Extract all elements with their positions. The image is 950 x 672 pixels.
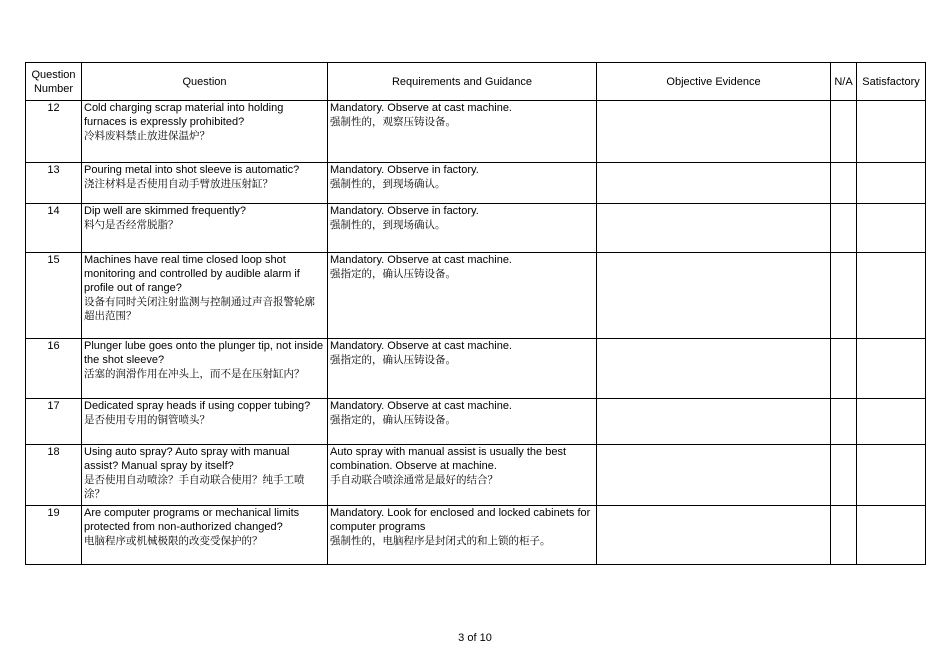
- question-text-cn: 电脑程序或机械极限的改变受保护的？: [84, 535, 263, 547]
- objective-evidence-cell[interactable]: [597, 399, 831, 445]
- question-text-en: Pouring metal into shot sleeve is automatic?: [84, 164, 300, 176]
- guidance-text-en: Auto spray with manual assist is usually the best combination. Observe at machine.: [330, 446, 567, 472]
- guidance-text-cn: 强制性的，电脑程序是封闭式的和上锁的柜子。: [330, 535, 551, 547]
- guidance-cell: [328, 204, 597, 253]
- guidance-cell: [328, 445, 597, 506]
- satisfactory-cell[interactable]: [857, 339, 926, 399]
- question-cell: [82, 253, 328, 339]
- guidance-cell: [328, 339, 597, 399]
- satisfactory-cell[interactable]: [857, 506, 926, 565]
- question-text-cn: 活塞的润滑作用在冲头上，而不是在压射缸内？: [84, 368, 305, 380]
- question-text-en: Dedicated spray heads if using copper tubing?: [84, 400, 311, 412]
- question-text-cn: 冷料废料禁止放进保温炉？: [84, 130, 210, 142]
- guidance-cell: [328, 253, 597, 339]
- question-number: 12: [26, 101, 82, 163]
- guidance-cell: [328, 399, 597, 445]
- question-text-en: Dip well are skimmed frequently?: [84, 205, 247, 217]
- na-cell[interactable]: [831, 339, 857, 399]
- question-number: 16: [26, 339, 82, 399]
- question-text-en: Are computer programs or mechanical limits protected from non-authorized changed?: [84, 507, 300, 533]
- guidance-cell: [328, 101, 597, 163]
- objective-evidence-cell[interactable]: [597, 101, 831, 163]
- na-cell[interactable]: [831, 204, 857, 253]
- question-cell: [82, 445, 328, 506]
- guidance-cell: [328, 163, 597, 204]
- question-cell: [82, 399, 328, 445]
- question-number: 15: [26, 253, 82, 339]
- header-question-number: Question Number: [26, 63, 82, 101]
- table-header-row: [26, 63, 926, 101]
- guidance-text-en: Mandatory. Observe in factory.: [330, 205, 479, 217]
- satisfactory-cell[interactable]: [857, 445, 926, 506]
- guidance-text-en: Mandatory. Observe at cast machine.: [330, 102, 512, 114]
- question-number: 13: [26, 163, 82, 204]
- na-cell[interactable]: [831, 101, 857, 163]
- question-text-en: Plunger lube goes onto the plunger tip, not inside the shot sleeve?: [84, 340, 324, 366]
- guidance-text-cn: 强制性的，到现场确认。: [330, 219, 446, 231]
- guidance-text-cn: 手自动联合喷涂通常是最好的结合？: [330, 474, 498, 486]
- question-text-cn: 设备有同时关闭注射监测与控制通过声音报警轮廓超出范围？: [84, 296, 315, 322]
- objective-evidence-cell[interactable]: [597, 204, 831, 253]
- question-cell: [82, 163, 328, 204]
- guidance-cell: [328, 506, 597, 565]
- header-requirements: Requirements and Guidance: [328, 63, 597, 101]
- na-cell[interactable]: [831, 253, 857, 339]
- question-text-cn: 浇注材料是否使用自动手臂放进压射缸？: [84, 178, 273, 190]
- table-row: [26, 204, 926, 253]
- na-cell[interactable]: [831, 445, 857, 506]
- question-text-cn: 是否使用专用的铜管喷头？: [84, 414, 210, 426]
- table-row: [26, 101, 926, 163]
- na-cell[interactable]: [831, 506, 857, 565]
- table-row: [26, 399, 926, 445]
- header-objective-evidence: Objective Evidence: [597, 63, 831, 101]
- guidance-text-en: Mandatory. Look for enclosed and locked cabinets for computer programs: [330, 507, 591, 533]
- na-cell[interactable]: [831, 163, 857, 204]
- na-cell[interactable]: [831, 399, 857, 445]
- satisfactory-cell[interactable]: [857, 253, 926, 339]
- header-na: N/A: [831, 63, 857, 101]
- header-satisfactory: Satisfactory: [857, 63, 926, 101]
- header-question: Question: [82, 63, 328, 101]
- question-number: 19: [26, 506, 82, 565]
- table-row: [26, 445, 926, 506]
- question-text-cn: 料勺是否经常脱脂？: [84, 219, 179, 231]
- satisfactory-cell[interactable]: [857, 204, 926, 253]
- guidance-text-cn: 强指定的，确认压铸设备。: [330, 414, 456, 426]
- question-cell: [82, 339, 328, 399]
- guidance-text-cn: 强指定的，确认压铸设备。: [330, 354, 456, 366]
- table-row: [26, 253, 926, 339]
- guidance-text-en: Mandatory. Observe at cast machine.: [330, 340, 512, 352]
- question-number: 14: [26, 204, 82, 253]
- question-cell: [82, 101, 328, 163]
- question-text-en: Cold charging scrap material into holding furnaces is expressly prohibited?: [84, 102, 284, 128]
- audit-checklist-table: [25, 62, 926, 565]
- question-text-en: Using auto spray? Auto spray with manual assist? Manual spray by itself?: [84, 446, 290, 472]
- guidance-text-cn: 强指定的，确认压铸设备。: [330, 268, 456, 280]
- question-text-en: Machines have real time closed loop shot monitoring and controlled by audible alarm if profile out of range?: [84, 254, 300, 294]
- guidance-text-en: Mandatory. Observe in factory.: [330, 164, 479, 176]
- objective-evidence-cell[interactable]: [597, 253, 831, 339]
- table-row: [26, 506, 926, 565]
- guidance-text-en: Mandatory. Observe at cast machine.: [330, 254, 512, 266]
- page-indicator: 3 of 10: [458, 632, 492, 644]
- question-number: 18: [26, 445, 82, 506]
- objective-evidence-cell[interactable]: [597, 163, 831, 204]
- satisfactory-cell[interactable]: [857, 399, 926, 445]
- satisfactory-cell[interactable]: [857, 101, 926, 163]
- guidance-text-cn: 强制性的，观察压铸设备。: [330, 116, 456, 128]
- table-row: [26, 163, 926, 204]
- objective-evidence-cell[interactable]: [597, 445, 831, 506]
- objective-evidence-cell[interactable]: [597, 506, 831, 565]
- question-cell: [82, 506, 328, 565]
- guidance-text-cn: 强制性的，到现场确认。: [330, 178, 446, 190]
- question-text-cn: 是否使用自动喷涂？手自动联合使用？纯手工喷涂？: [84, 474, 305, 500]
- objective-evidence-cell[interactable]: [597, 339, 831, 399]
- question-number: 17: [26, 399, 82, 445]
- question-cell: [82, 204, 328, 253]
- satisfactory-cell[interactable]: [857, 163, 926, 204]
- guidance-text-en: Mandatory. Observe at cast machine.: [330, 400, 512, 412]
- table-row: [26, 339, 926, 399]
